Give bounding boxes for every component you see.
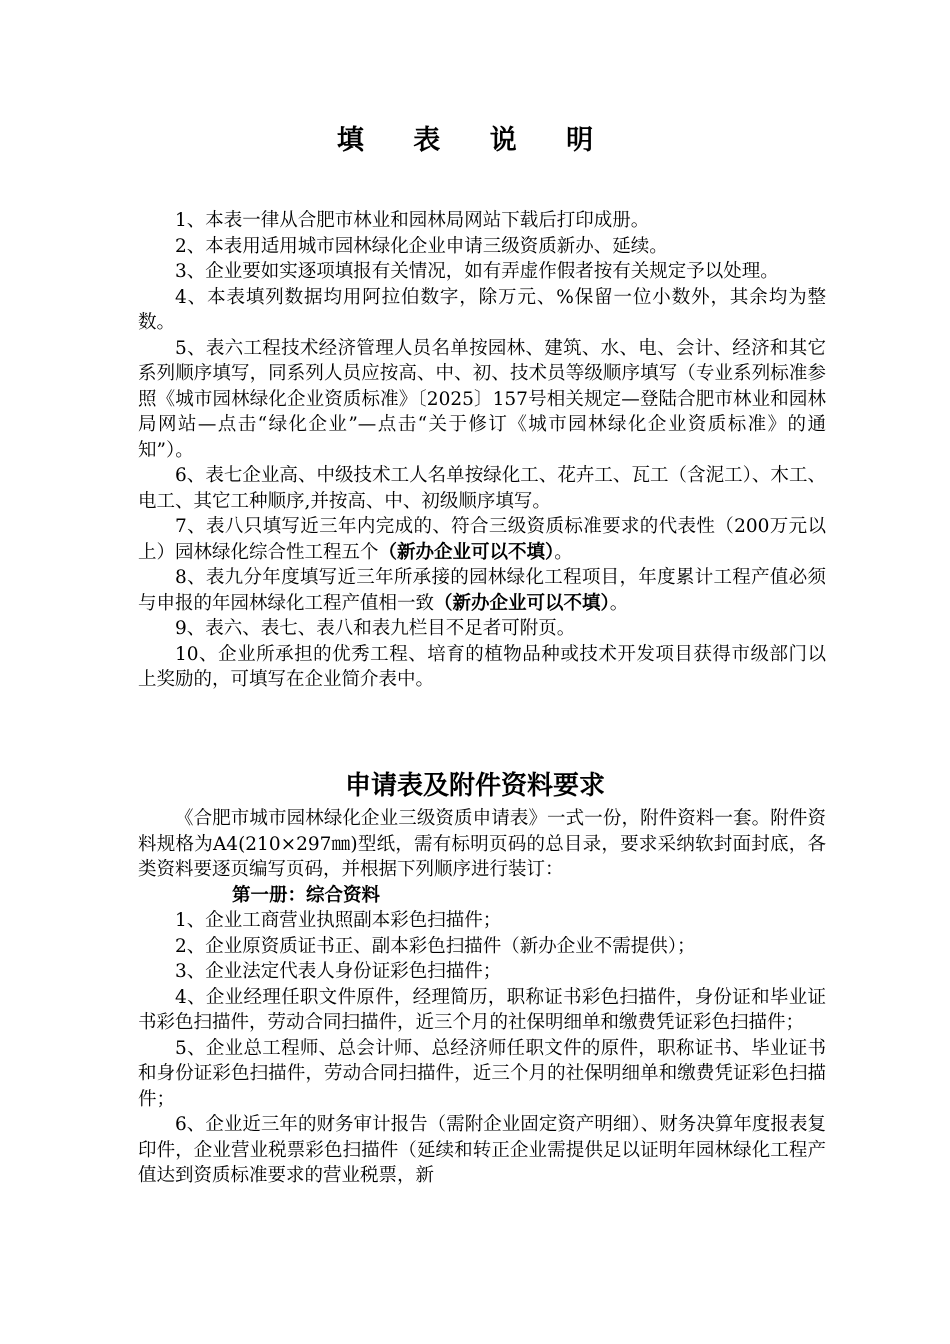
page-title: 填 表 说 明: [336, 125, 614, 156]
instruction-item: 6、表七企业高、中级技术工人名单按绿化工、花卉工、瓦工（含泥工）、木工、电工、其它工种顺序,并按高、中、初级顺序填写。: [138, 465, 826, 512]
instruction-item: 4、本表填列数据均用阿拉伯数字，除万元、%保留一位小数外，其余均为整数。: [138, 286, 826, 333]
section-intro: 《合肥市城市园林绿化企业三级资质申请表》一式一份，附件资料一套。附件资料规格为A4(210×297㎜)型纸，需有标明页码的总目录，要求采纳软封面封底，各类资料要逐页编写页码，并根据下列顺序进行装订：: [138, 808, 826, 880]
instruction-item: 5、表六工程技术经济管理人员名单按园林、建筑、水、电、会计、经济和其它系列顺序填写，同系列人员应按高、中、初、技术员等级顺序填写（专业系列标准参照《城市园林绿化企业资质标准》〔2025〕157号相关规定—登陆合肥市林业和园林局网站—点击“绿化企业”—点击“关于修订《城市园林绿化企业资质标准》的通知”）。: [138, 337, 826, 461]
requirement-item: 3、企业法定代表人身份证彩色扫描件；: [175, 961, 502, 982]
bold-note: （新办企业可以不填）: [434, 592, 610, 614]
instruction-item: 10、企业所承担的优秀工程、培育的植物品种或技术开发项目获得市级部门以上奖励的，可填写在企业简介表中。: [138, 643, 826, 690]
requirement-item: 2、企业原资质证书正、副本彩色扫描件（新办企业不需提供）；: [175, 935, 696, 957]
instruction-item: 3、企业要如实逐项填报有关情况，如有弄虚作假者按有关规定予以处理。: [175, 261, 779, 282]
instruction-item: 9、表六、表七、表八和表九栏目不足者可附页。: [175, 618, 576, 639]
instruction-item: 1、本表一律从合肥市林业和园林局网站下载后打印成册。: [175, 210, 650, 231]
requirement-item: 6、企业近三年的财务审计报告（需附企业固定资产明细）、财务决算年度报表复印件，企业营业税票彩色扫描件（延续和转正企业需提供足以证明年园林绿化工程产值达到资质标准要求的营业税票，新: [138, 1114, 826, 1186]
requirement-item: 1、企业工商营业执照副本彩色扫描件；: [175, 910, 502, 931]
instruction-item: 8、表九分年度填写近三年所承接的园林绿化工程项目，年度累计工程产值必须与申报的年园林绿化工程产值相一致（新办企业可以不填）。: [138, 567, 826, 614]
instruction-item: 7、表八只填写近三年内完成的、符合三级资质标准要求的代表性（200万元以上）园林绿化综合性工程五个（新办企业可以不填）。: [138, 516, 826, 563]
requirements-section: [138, 806, 826, 1189]
requirement-item: 5、企业总工程师、总会计师、总经济师任职文件的原件，职称证书、毕业证书和身份证彩色扫描件，劳动合同扫描件，近三个月的社保明细单和缴费凭证彩色扫描件；: [138, 1037, 826, 1110]
section-title: 申请表及附件资料要求: [344, 771, 605, 801]
instructions-list: [138, 208, 826, 693]
instruction-item: 2、本表用适用城市园林绿化企业申请三级资质新办、延续。: [175, 235, 668, 257]
volume-heading: 第一册：综合资料: [232, 884, 381, 906]
bold-note: （新办企业可以不填）: [378, 541, 555, 563]
requirement-item: 4、企业经理任职文件原件，经理简历，职称证书彩色扫描件，身份证和毕业证书彩色扫描件，劳动合同扫描件，近三个月的社保明细单和缴费凭证彩色扫描件；: [138, 986, 826, 1033]
